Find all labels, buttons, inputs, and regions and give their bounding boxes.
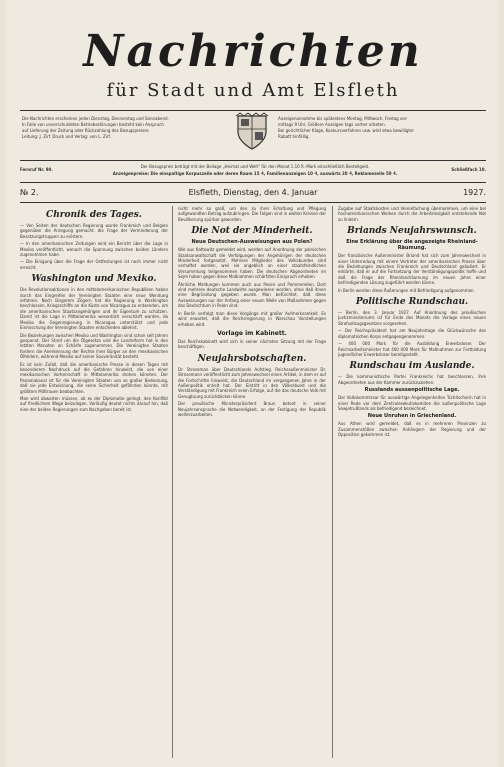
dateline-top-rule (20, 182, 486, 183)
article-headline: Briands Neujahrswunsch. (347, 226, 477, 237)
article-paragraph: Aus Athen wird gemeldet, daß es in mehreren Provinzen zu Zusammenstößen zwischen Anhängern der Regierung und der Opposition gekommen ist. (338, 421, 486, 438)
article-headline: Neujahrsbotschaften. (197, 353, 307, 364)
article-headline: Washington und Mexiko. (31, 274, 157, 285)
article-headline: Die Not der Minderheit. (191, 226, 313, 237)
article-paragraph: — 400 000 Mark für die Ausbildung Erwerbsloser. Der Reichsarbeitsminister hat 400 000 Mark für Maßnahmen zur Fortbildung jugendlicher Erwerbsloser bereitgestellt. (338, 341, 486, 357)
article-paragraph: Die Beziehungen zwischen Mexiko und Washington sind schon seit Jahren gespannt. Der Streit um die Ölgesetze und die Landreform hat in den letzten Monaten an Schärfe zugenommen. Die Vereinigten Staaten fordern die Anerkennung der Rechte ihrer Bürger an den mexikanischen Ölfeldern, während Mexiko auf seiner Souveränität besteht. (20, 332, 168, 360)
article-paragraph: In Berlin verfolgt man diese Vorgänge mit großer Aufmerksamkeit. Es wird erwartet, daß die Reichsregierung in Warschau Vorstellungen erheben wird. (178, 310, 326, 327)
column-2 (178, 206, 326, 758)
article-paragraph: Die Revolutionsaktionen in den mittelamerikanischen Republiken haben durch das Eingreifen der Vereinigten Staaten eine neue Wendung erfahren. Nach längerem Zögern hat die Regierung in Washington beschlossen, Kriegsschiffe an die Küste von Nicaragua zu entsenden, um die amerikanischen Staatsangehörigen und ihr Eigentum zu schützen. Damit ist die Lage in Mittelamerika wesentlich verschärft worden, da Mexiko die Gegenregierung in Nicaragua unterstützt und jede Einmischung der Vereinigten Staaten entschieden ablehnt. (20, 287, 168, 331)
article-paragraph: — Berlin, den 3. Januar 1927. Auf Anordnung des preußischen Justizministeriums ist für Ende des Monats die Vorlage eines neuen Strafvollzugsgesetzes vorgesehen. (338, 310, 486, 326)
masthead-title: Nachrichten (83, 26, 423, 77)
masthead-subtitle: für Stadt und Amt Elsfleth (106, 80, 400, 101)
header-top-rule (20, 110, 486, 111)
article-subtitle: Eine Erklärung über die angezeigte Rheinland-Räumung. (346, 239, 478, 252)
article-paragraph: Das Reichskabinett wird sich in seiner nächsten Sitzung mit der Frage beschäftigen. (178, 338, 326, 350)
issue-year: 1927. (463, 188, 486, 197)
article-headline: Rundschau im Auslande. (349, 361, 475, 372)
header-left-info: Die Nachrichten erscheinen jeden Dienstag, Donnerstag und Sonnabend. In Falle von unverschuldeten Betriebsstörungen besteht kein Anspruch auf Lieferung der Zeitung oder Rückzahlung des Bezugspreises Leitung: J. Zirf. Druck und Verlag: von L. Zirf. (22, 116, 169, 139)
article-paragraph: Der französische Außenminister Briand hat sich zum Jahreswechsel in einer Unterredung mit einem Vertreter der amerikanischen Presse über die Beziehungen zwischen Frankreich und Deutschland geäußert. Er erklärte, daß er auf die Fortsetzung der Verständigungspolitik hoffe und daß die Frage der Rheinlandräumung im neuen Jahre einer befriedigenden Lösung zugeführt werden könne. (338, 253, 486, 286)
article-subtitle: Russlands aussenpolitische Lage. (364, 387, 460, 394)
article-paragraph: Man wird abwarten müssen, ob es der Diplomatie gelingt, den Konflikt auf friedlichem Wege beizulegen. Vorläufig deutet nichts darauf hin, daß eine der beiden Regierungen zum Nachgeben bereit ist. (20, 395, 168, 412)
price-bar-top-rule (20, 160, 486, 161)
column-1 (20, 206, 168, 758)
article-paragraph: — Die kommunistische Partei Frankreichs hat beschlossen, ihre Abgeordneten aus der Kammer zurückzuziehen. (338, 374, 486, 385)
article-paragraph: — In den amerikanischen Zeitungen wird ein Bericht über die Lage in Mexiko veröffentlicht, wonach die Spannung zwischen beiden Ländern zugenommen habe. (20, 241, 168, 258)
issue-date: Elsfleth, Dienstag, den 4. Januar (188, 188, 318, 197)
article-paragraph: Der Volkskommissar für auswärtige Angelegenheiten Tschitscherin hat in einer Rede vor dem Zentralexekutivkomitee die außenpolitische Lage Sowjetrußlands als befriedigend bezeichnet. (338, 395, 486, 411)
article-headline: Chronik des Tages. (46, 210, 142, 220)
article-subtitle: Neue Unruhen in Griechenland. (367, 413, 457, 420)
article-paragraph: Zugabe auf Staatskosten und Vereinfachung übernommen, um eine bei hochamerikanischen Werken durch die Arbeitslosigkeit entstehende Not zu lindern. (338, 206, 486, 222)
article-paragraph: Wie aus Kattowitz gemeldet wird, werden auf Anordnung der polnischen Staatsanwaltschaft die Verfolgungen der Angehörigen der deutschen Minderheit fortgesetzt. Mehrere Mitglieder des Volksbundes sind verhaftet worden, weil sie angeblich an einer staatsfeindlichen Versammlung teilgenommen haben. Die deutschen Abgeordneten im Sejm haben gegen diese Maßnahmen schärfsten Einspruch erhoben. (178, 247, 326, 280)
town-crest-icon (234, 112, 270, 152)
header-right-info: Anzeigenannahme bis spätestens Montag, Mittwoch, Freitag vor- mittags 9 Uhr. Größere Anzeigen tags vorher erbeten. Bei gerichtlicher Klage, Konkursverfahren usw. wird etwa bewilligter Rabatt hinfällig. (278, 116, 415, 139)
article-paragraph: Der preußische Ministerpräsident Braun betont in seiner Neujahrsansprache die Notwendigkeit, an der Festigung der Republik weiterzuarbeiten. (178, 401, 326, 417)
article-paragraph: Dr. Streseman über Deutschlands Aufstieg. Reichsaußenminister Dr. Stresemann veröffentlicht zum Jahreswechsel einen Artikel, in dem er auf die Fortschritte hinweist, die Deutschland im vergangenen Jahre in der Außenpolitik erzielt hat. Der Eintritt in den Völkerbund und die Verständigung mit Frankreich seien Erfolge, auf die das deutsche Volk mit Genugtuung zurückblicken könne. (178, 366, 326, 399)
column-3 (338, 206, 486, 758)
newspaper-page (6, 0, 498, 767)
article-headline: Politische Rundschau. (355, 297, 469, 308)
section-subhead: Vorlage im Kabinett. (217, 329, 287, 337)
postbox-number: Schließfach 10. (451, 167, 486, 172)
subscription-price: Der Bezugspreis beträgt mit der Beilage „Heimat und Welt“ für den Monat 1.10 R.-Mark einschließlich Bestellgeld. (140, 164, 370, 169)
article-paragraph: — Die Einigung über die Frage der Ostfestungen ist noch immer nicht erreicht. (20, 259, 168, 270)
article-subtitle: Neue Deutschen-Ausweisungen aus Polen? (191, 239, 313, 246)
issue-number: № 2. (20, 188, 39, 197)
ad-prices: Anzeigenpreise: Die einspaltige Korpuszeile oder deren Raum 15 ₰, Familienanzeigen 10 ₰, auswärts 20 ₰, Reklamezeile 50 ₰. (112, 171, 398, 176)
article-paragraph: Ähnliche Meldungen kommen auch aus Posen und Pommerellen. Dort sind mehrere deutsche Landwirte ausgewiesen worden, ohne daß ihnen eine Begründung gegeben wurde. Man befürchtet, daß diese Ausweisungen nur der Anfang einer neuen Welle von Maßnahmen gegen das Deutschtum in Polen sind. (178, 281, 326, 309)
article-paragraph: — Der Reichspräsident hat am Neujahrstage die Glückwünsche des diplomatischen Korps entgegengenommen. (338, 328, 486, 339)
article-paragraph: nicht mehr so groß, um den zu ihrer Erhaltung und Pflegung aufgewandten Betrag aufzubringen. Die Folgen sind in weiten Kreisen der Bevölkerung spürbar geworden. (178, 206, 326, 222)
phone-number: Fernruf Nr. 90. (20, 167, 53, 172)
column-divider-2 (332, 206, 333, 758)
article-paragraph: In Berlin werden diese Äußerungen mit Befriedigung aufgenommen. (338, 287, 475, 293)
article-paragraph: Es ist kein Zufall, daß die amerikanische Presse in diesen Tagen mit besonderem Nachdruck auf die Gefahren hinweist, die von einer mexikanischen Vorherrschaft in Mittelamerika drohen könnten. Der Panamakanal ist für die Vereinigten Staaten von so großer Bedeutung, daß sie jede Entwicklung, die seine Sicherheit gefährden könnte, mit größtem Mißtrauen beobachten. (20, 361, 168, 394)
dateline (20, 186, 486, 200)
article-paragraph: — Von Seiten der deutschen Regierung wurde Frankreich und Belgien gegenüber die Anregung gemacht, die Frage der Verminderung der Besatzungstruppen zu erörtern. (20, 223, 168, 239)
dateline-bottom-rule (20, 202, 486, 203)
column-divider-1 (172, 206, 173, 758)
